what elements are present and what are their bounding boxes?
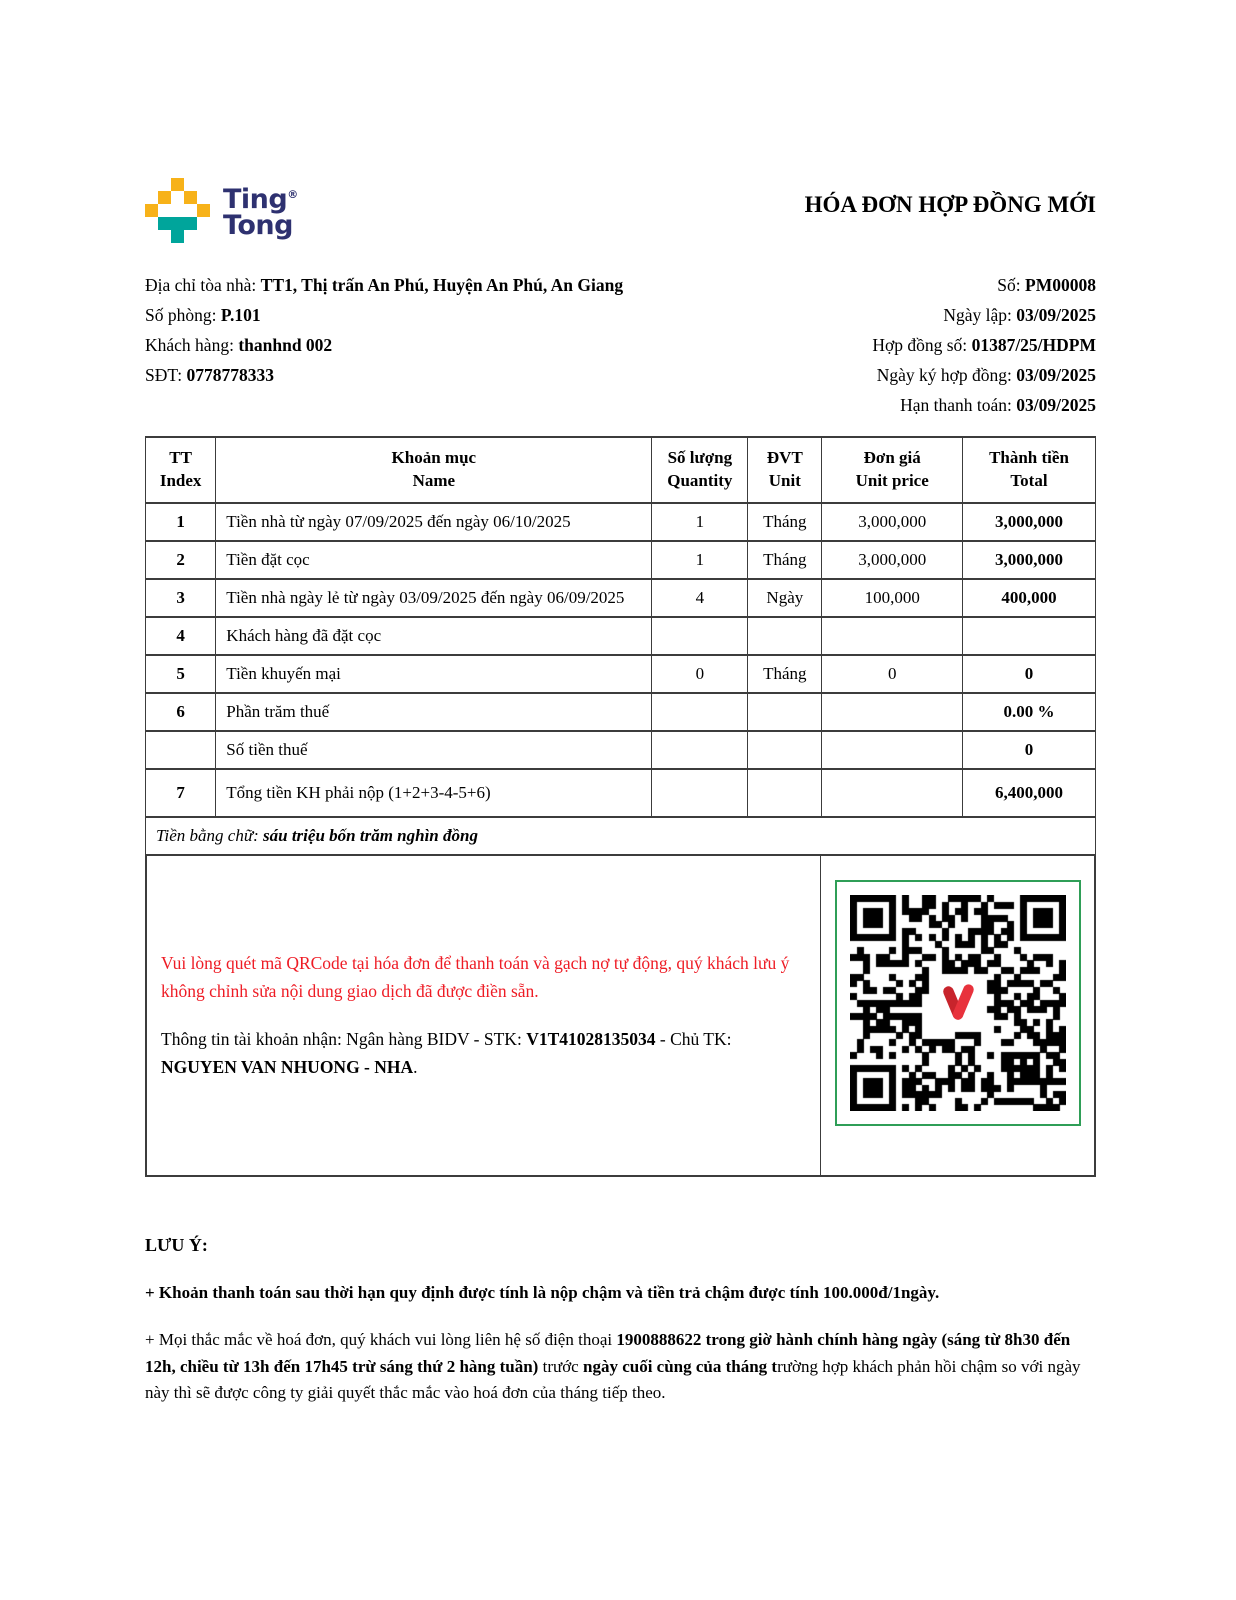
table-cell-index: [146, 731, 216, 769]
table-cell-index: 1: [146, 503, 216, 541]
amount-in-words-section: [146, 817, 1096, 855]
table-cell-total: 3,000,000: [962, 503, 1095, 541]
table-cell-index: 7: [146, 769, 216, 817]
table-cell-name: Tiền đặt cọc: [216, 541, 652, 579]
table-cell-index: 4: [146, 617, 216, 655]
table-row: [146, 769, 1096, 817]
registered-mark: ®: [287, 188, 298, 201]
table-cell-name: Số tiền thuế: [216, 731, 652, 769]
table-cell-price: [822, 769, 963, 817]
account-number: V1T41028135034: [526, 1029, 656, 1050]
invoice-table-head: [146, 437, 1096, 503]
table-cell-price: 0: [822, 655, 963, 693]
hotline-note: [145, 1327, 1096, 1406]
table-cell-name: Tổng tiền KH phải nộp (1+2+3-4-5+6): [216, 769, 652, 817]
hotline-note-text: rường hợp khách phản hồi chậm so với ngày này thì sẽ được công ty giải quyết thắc mắc vào hoá đơn của tháng tiếp theo.: [145, 1356, 1081, 1403]
column-header: Số lượng Quantity: [652, 437, 748, 503]
table-cell-price: 3,000,000: [822, 541, 963, 579]
qr-center-v-icon: [937, 982, 979, 1024]
info-line: Ngày lập: 03/09/2025: [943, 305, 1096, 325]
table-cell-index: 6: [146, 693, 216, 731]
column-header: Đơn giá Unit price: [822, 437, 963, 503]
payment-section: [145, 856, 1096, 1177]
table-cell-total: 6,400,000: [962, 769, 1095, 817]
payment-instructions: [147, 856, 821, 1175]
table-cell-qty: 1: [652, 503, 748, 541]
table-row: [146, 617, 1096, 655]
table-cell-price: [822, 617, 963, 655]
amount-in-words-value: sáu triệu bốn trăm nghìn đồng: [263, 825, 478, 845]
table-cell-qty: [652, 617, 748, 655]
notes-heading: LƯU Ý:: [145, 1234, 208, 1255]
table-cell-unit: [748, 617, 822, 655]
table-cell-unit: Ngày: [748, 579, 822, 617]
table-cell-total: [962, 617, 1095, 655]
table-cell-price: [822, 731, 963, 769]
hotline-number: 1900888622 trong giờ hành chính hàng ngày (sáng từ 8h30 đến 12h, chiều từ 13h đến 17h45 trừ sáng thứ 2 hàng tuần): [145, 1330, 1071, 1376]
table-row: [146, 693, 1096, 731]
invoice-items-table: [145, 436, 1096, 856]
table-cell-index: 2: [146, 541, 216, 579]
notes-section: [145, 1235, 1096, 1407]
table-cell-unit: Tháng: [748, 503, 822, 541]
info-line: Hợp đồng số: 01387/25/HDPM: [872, 335, 1096, 355]
table-cell-unit: [748, 693, 822, 731]
table-row: [146, 503, 1096, 541]
column-header: TT Index: [146, 437, 216, 503]
qr-code-area: [821, 856, 1094, 1175]
table-cell-qty: 1: [652, 541, 748, 579]
tingtong-logo-text: Ting® Tong: [223, 184, 298, 241]
table-cell-qty: [652, 769, 748, 817]
table-cell-unit: Tháng: [748, 541, 822, 579]
account-mid: - Chủ TK:: [655, 1029, 732, 1050]
invoice-table-body: [146, 503, 1096, 817]
table-row: [146, 541, 1096, 579]
hotline-note-text: + Mọi thắc mắc về hoá đơn, quý khách vui lòng liên hệ số điện thoại: [145, 1330, 617, 1350]
column-header: ĐVT Unit: [748, 437, 822, 503]
info-line: Khách hàng: thanhnd 002: [145, 335, 333, 355]
table-cell-name: Tiền nhà từ ngày 07/09/2025 đến ngày 06/10/2025: [216, 503, 652, 541]
hotline-note-text: trước: [538, 1356, 583, 1376]
table-row: [146, 579, 1096, 617]
tingtong-logo-icon: [145, 178, 211, 244]
table-cell-unit: Tháng: [748, 655, 822, 693]
table-cell-total: 3,000,000: [962, 541, 1095, 579]
table-cell-index: 5: [146, 655, 216, 693]
account-info: [161, 1025, 796, 1081]
invoice-header: [145, 178, 1096, 244]
table-cell-total: 0: [962, 731, 1095, 769]
table-cell-name: Tiền khuyến mại: [216, 655, 652, 693]
column-header: Khoản mục Name: [216, 437, 652, 503]
table-cell-price: 3,000,000: [822, 503, 963, 541]
info-right: [872, 270, 1096, 420]
table-header-row: [146, 437, 1096, 503]
table-cell-price: 100,000: [822, 579, 963, 617]
deadline-emphasis: ngày cuối cùng của tháng t: [582, 1356, 778, 1376]
amount-in-words-row: [146, 817, 1096, 855]
tingtong-logo: [145, 178, 298, 244]
invoice-info: [145, 270, 1096, 420]
table-cell-name: Khách hàng đã đặt cọc: [216, 617, 652, 655]
table-row: [146, 731, 1096, 769]
account-suffix: .: [413, 1057, 418, 1078]
qr-payment-warning: Vui lòng quét mã QRCode tại hóa đơn để thanh toán và gạch nợ tự động, quý khách lưu ý không chỉnh sửa nội dung giao dịch đã được điền sẵn.: [161, 953, 790, 1002]
table-cell-total: 0: [962, 655, 1095, 693]
info-line: Số phòng: P.101: [145, 305, 261, 325]
table-cell-total: 0.00 %: [962, 693, 1095, 731]
table-cell-price: [822, 693, 963, 731]
info-left: [145, 270, 623, 420]
table-cell-qty: 4: [652, 579, 748, 617]
column-header: Thành tiền Total: [962, 437, 1095, 503]
qr-code-box: [835, 880, 1081, 1126]
account-holder: NGUYEN VAN NHUONG - NHA: [161, 1057, 414, 1078]
amount-in-words-cell: [146, 817, 1096, 855]
info-line: Hạn thanh toán: 03/09/2025: [900, 395, 1096, 415]
table-cell-unit: [748, 731, 822, 769]
table-row: [146, 655, 1096, 693]
table-cell-qty: 0: [652, 655, 748, 693]
table-cell-qty: [652, 693, 748, 731]
page-title: HÓA ĐƠN HỢP ĐỒNG MỚI: [804, 192, 1096, 217]
late-payment-note: + Khoản thanh toán sau thời hạn quy định được tính là nộp chậm và tiền trả chậm được tính 100.000đ/1ngày.: [145, 1282, 940, 1302]
info-line: Ngày ký hợp đồng: 03/09/2025: [876, 365, 1096, 385]
table-cell-unit: [748, 769, 822, 817]
account-prefix: Thông tin tài khoản nhận: Ngân hàng BIDV - STK:: [161, 1029, 527, 1050]
info-line: SĐT: 0778778333: [145, 365, 274, 385]
table-cell-name: Phần trăm thuế: [216, 693, 652, 731]
info-line: Số: PM00008: [997, 275, 1096, 295]
amount-in-words-label: Tiền bằng chữ:: [156, 825, 259, 845]
table-cell-total: 400,000: [962, 579, 1095, 617]
table-cell-index: 3: [146, 579, 216, 617]
table-cell-qty: [652, 731, 748, 769]
info-line: Địa chỉ tòa nhà: TT1, Thị trấn An Phú, Huyện An Phú, An Giang: [145, 275, 624, 295]
table-cell-name: Tiền nhà ngày lẻ từ ngày 03/09/2025 đến ngày 06/09/2025: [216, 579, 652, 617]
